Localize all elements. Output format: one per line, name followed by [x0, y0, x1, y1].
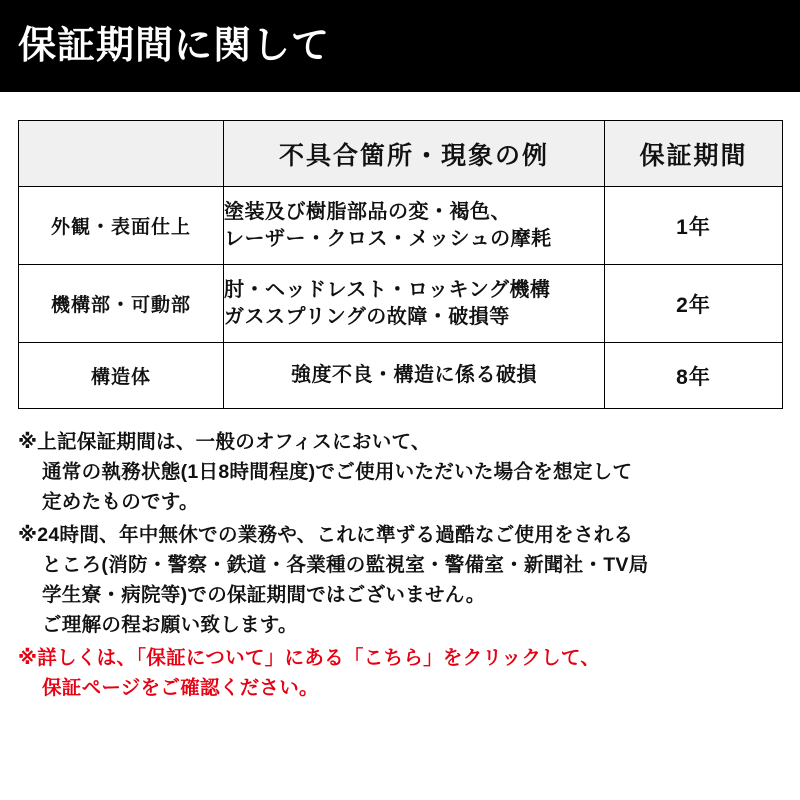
- row-description: [224, 265, 605, 343]
- page-title: 保証期間に関して: [18, 25, 331, 67]
- note-line: 保証ページをご確認ください。: [42, 676, 319, 699]
- table-header-row: [19, 121, 783, 187]
- row-description-line: 塗装及び樹脂部品の変・褐色、: [224, 200, 511, 223]
- row-description-line: 強度不良・構造に係る破損: [291, 364, 537, 386]
- row-description: [224, 187, 605, 265]
- row-term: 8年: [605, 343, 783, 409]
- row-description-line: レーザー・クロス・メッシュの摩耗: [224, 227, 552, 250]
- header-cell-description: 不具合箇所・現象の例: [224, 121, 605, 187]
- header-cell-term: 保証期間: [605, 121, 783, 187]
- table-row: [19, 343, 783, 409]
- note-line: ※24時間、年中無休での業務や、これに準ずる過酷なご使用をされる: [18, 523, 634, 546]
- table-row: [19, 187, 783, 265]
- row-description-line: 肘・ヘッドレスト・ロッキング機構: [224, 278, 551, 301]
- warranty-table: [18, 120, 783, 409]
- row-term: 2年: [605, 265, 783, 343]
- header-cell-category: [19, 121, 224, 187]
- row-category: 機構部・可動部: [19, 265, 224, 343]
- page-header-band: [0, 0, 800, 92]
- note-line: ご理解の程お願い致します。: [42, 614, 298, 637]
- note-line: ※上記保証期間は、一般のオフィスにおいて、: [18, 431, 431, 453]
- note-exclusion: [18, 520, 782, 641]
- note-line: 学生寮・病院等)での保証期間ではございません。: [42, 584, 486, 607]
- note-line: 通常の執務状態(1日8時間程度)でご使用いただいた場合を想定して: [42, 461, 633, 484]
- table-row: [19, 265, 783, 343]
- row-description: [224, 343, 605, 409]
- row-description-line: ガススプリングの故障・破損等: [224, 305, 510, 328]
- row-term: 1年: [605, 187, 783, 265]
- note-line: 定めたものです。: [42, 491, 199, 514]
- row-category: 外観・表面仕上: [19, 187, 224, 265]
- note-line: ※詳しくは、「保証について」にある「こちら」をクリックして、: [18, 646, 601, 669]
- note-link: [18, 643, 782, 703]
- note-line: ところ(消防・警察・鉄道・各業種の監視室・警備室・新聞社・TV局: [42, 553, 649, 576]
- row-category: 構造体: [19, 343, 224, 409]
- note-usage: [18, 427, 782, 518]
- warranty-table-wrapper: [18, 120, 782, 409]
- notes-section: [18, 427, 782, 703]
